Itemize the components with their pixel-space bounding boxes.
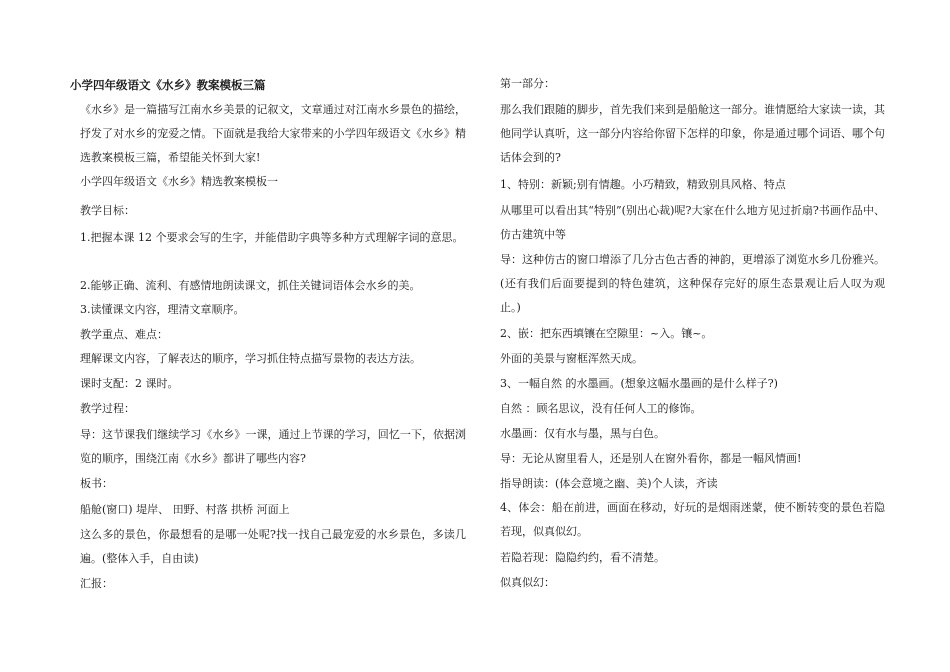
item-4-b: 似真似幻：	[500, 576, 555, 589]
part-intro: 那么我们跟随的脚步，首先我们来到是船舱这一部分。谁情愿给大家读一读，其他同学认真听，这一部分内容给你留下怎样的印象，你是通过哪个词语、哪个句话体会到的?	[500, 103, 885, 164]
item-1-answer: 导：这种仿古的窗口增添了几分古色古香的神韵，更增添了浏览水乡几份雅兴。(还有我们后面要提到的特色建筑，这种保存完好的原生态景观让后人叹为观止。)	[500, 253, 885, 314]
objective-2: 2.能够正确、流利、有感情地朗读课文，抓住关键词语体会水乡的美。	[80, 279, 421, 292]
key-points-label: 教学重点、难点：	[80, 328, 168, 341]
document-title: 小学四年级语文《水乡》教案模板三篇	[70, 78, 266, 92]
objective-1: 1.把握本课 12 个要求会写的生字，并能借助字典等多种方式理解字词的意思。	[80, 231, 464, 244]
item-3-nature: 自然 ：顾名思议，没有任何人工的修饰。	[500, 402, 702, 415]
item-2: 2、嵌：把东西填镶在空隙里：~入。镶~。	[500, 327, 713, 340]
item-3-reading: 指导朗读：(体会意境之幽、美)个人读，齐读	[500, 477, 718, 490]
item-3-guide: 导：无论从窗里看人，还是别人在窗外看你，都是一幅风情画!	[500, 452, 802, 465]
process-label: 教学过程：	[80, 402, 135, 415]
class-time: 课时支配：2 课时。	[80, 377, 179, 390]
board-content: 船舱(窗口) 堤岸、 田野、村落 拱桥 河面上	[80, 503, 290, 516]
intro-paragraph: 《水乡》是一篇描写江南水乡美景的记叙文，文章通过对江南水乡景色的描绘，抒发了对水乡的宠爱之情。下面就是我给大家带来的小学四年级语文《水乡》精选教案模板三篇，希望能关怀到大家!	[80, 103, 466, 164]
item-1: 1、特别：新颖;别有情趣。小巧精致，精致别具风格、特点	[500, 178, 786, 191]
key-points: 理解课文内容，了解表达的顺序，学习抓住特点描写景物的表达方法。	[80, 352, 421, 365]
item-4: 4、体会：船在前进，画面在移动，好玩的是烟雨迷蒙，使不断转变的景色若隐若现，似真似幻。	[500, 501, 885, 538]
item-3-ink: 水墨画：仅有水与墨，黑与白色。	[500, 427, 665, 440]
item-4-a: 若隐若现：隐隐约约，看不清楚。	[500, 551, 665, 564]
item-2-note: 外面的美景与窗框浑然天成。	[500, 352, 643, 365]
template-heading: 小学四年级语文《水乡》精选教案模板一	[80, 175, 278, 188]
board-label: 板书：	[80, 477, 113, 490]
question-paragraph: 这么多的景色，你最想看的是哪一处呢?找一找自己最宠爱的水乡景色，多读几遍。(整体入手，自由读)	[80, 528, 466, 565]
intro-step: 导：这节课我们继续学习《水乡》一课，通过上节课的学习，回忆一下，依据浏览的顺序，围绕江南《水乡》都讲了哪些内容?	[80, 428, 466, 465]
part-label: 第一部分：	[500, 77, 555, 90]
report-label: 汇报：	[80, 577, 113, 590]
objective-3: 3.读懂课文内容，理清文章顺序。	[80, 303, 245, 316]
item-3: 3、一幅自然 的水墨画。(想象这幅水墨画的是什么样子?)	[500, 377, 778, 390]
objectives-label: 教学目标：	[80, 204, 135, 217]
item-1-question: 从哪里可以看出其“特别”(别出心裁)呢?大家在什么地方见过折扇?书画作品中、仿古建筑中等	[500, 204, 885, 241]
